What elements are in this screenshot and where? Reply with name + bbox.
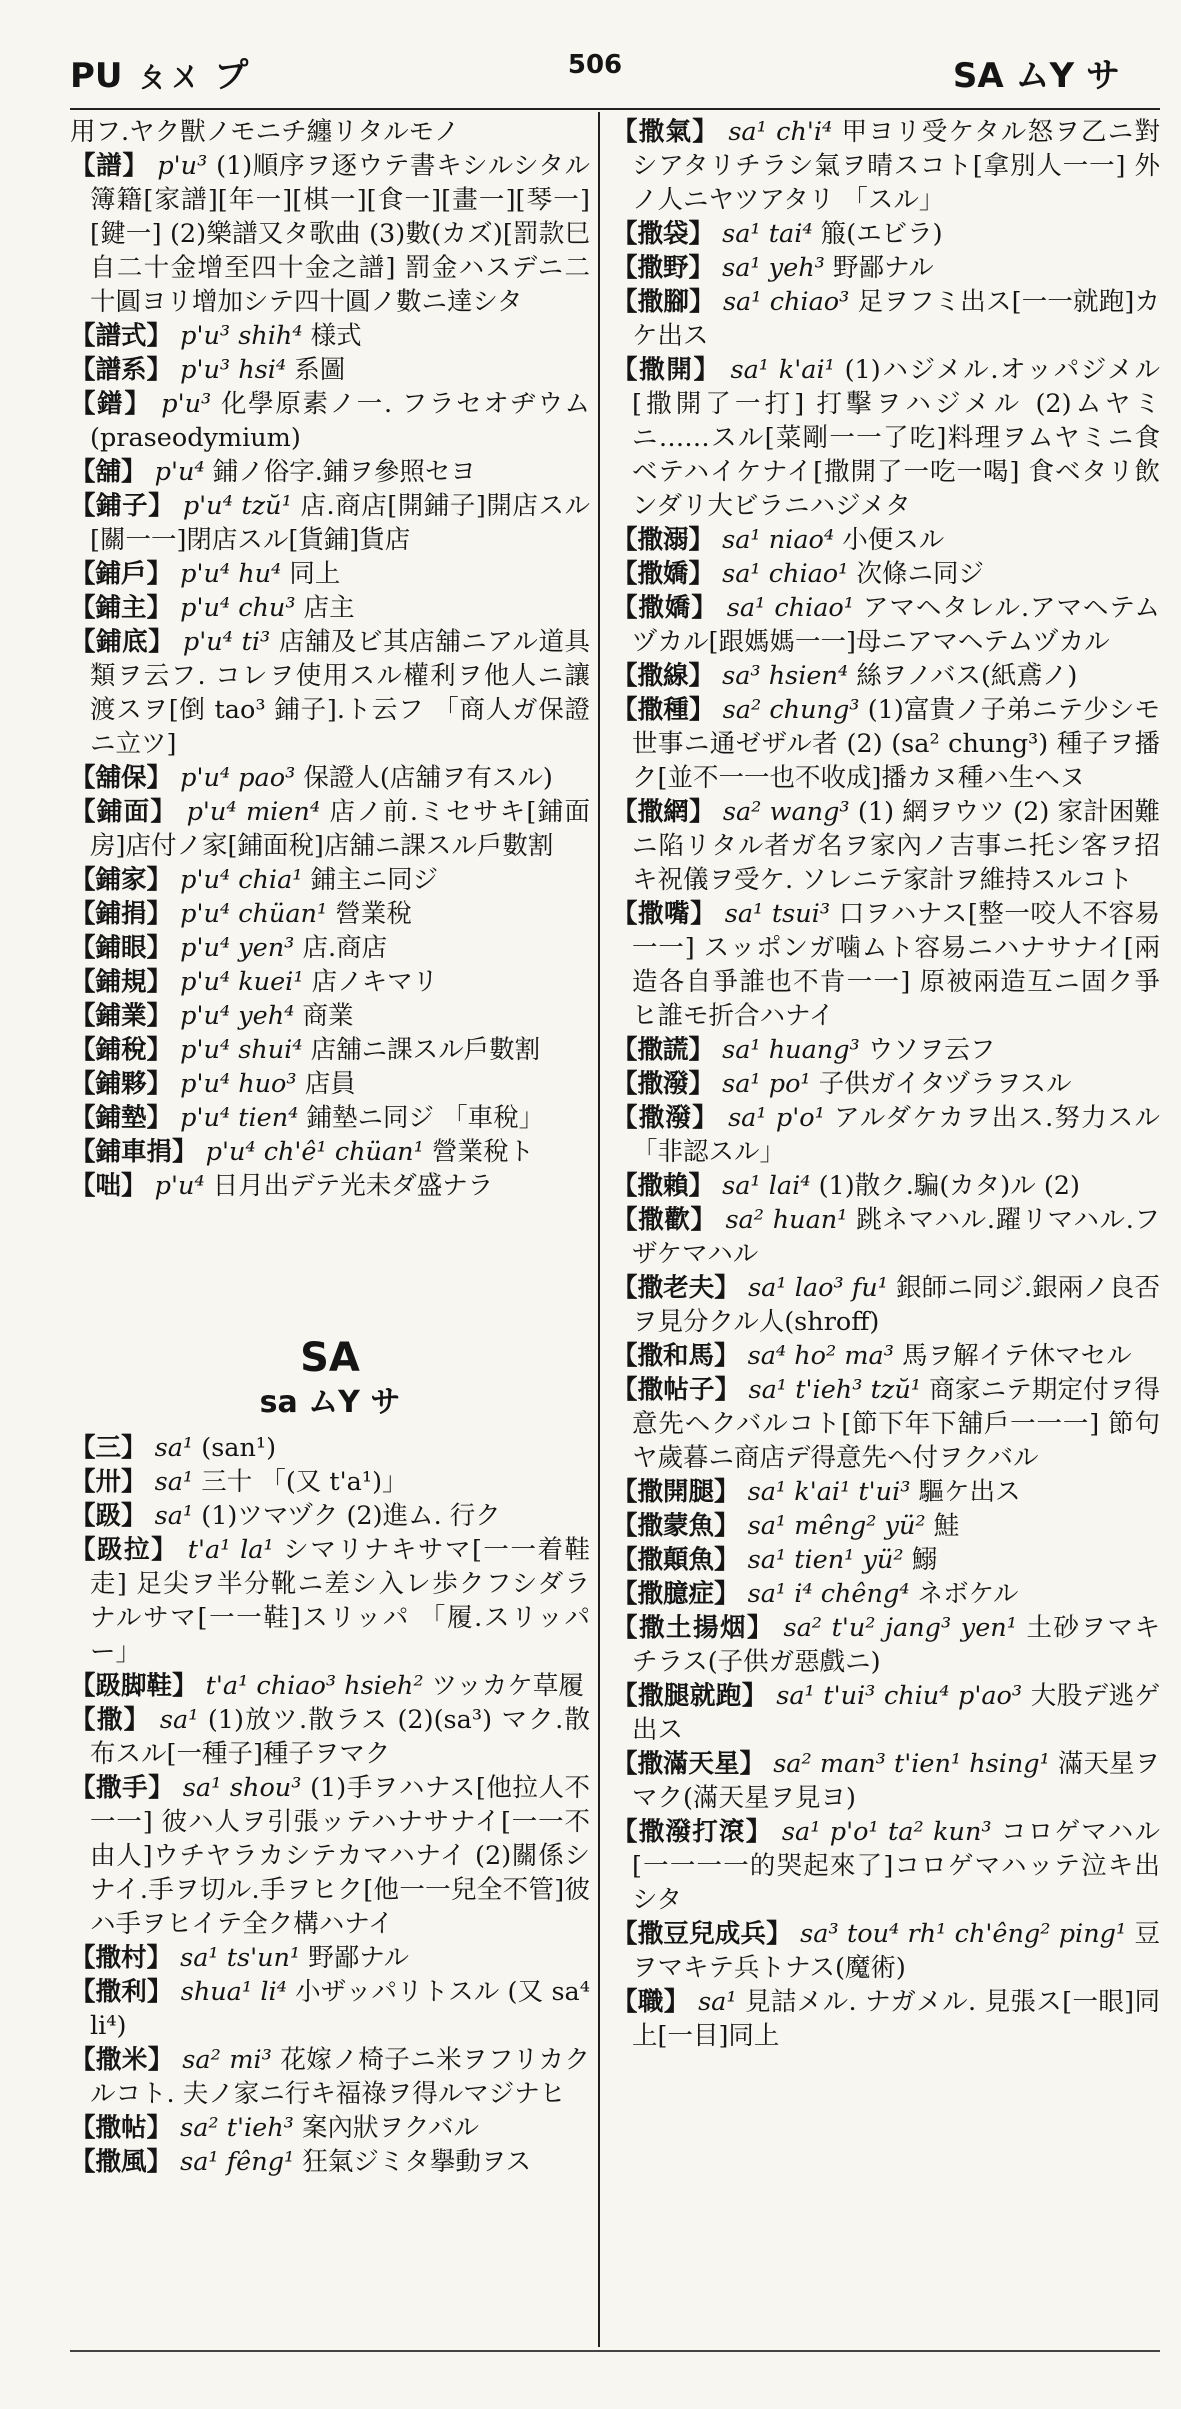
dictionary-entry (612, 1475, 1160, 1509)
entry-definition: (1)散ク.騙(カタ)ル (2) (818, 1171, 1080, 1201)
entry-romanization: p'u⁴ huo³ (180, 1069, 297, 1099)
entry-headword: 【撒氣】 (612, 117, 719, 147)
entry-headword: 【撒賴】 (612, 1171, 715, 1201)
dictionary-entry (612, 1815, 1160, 1917)
entry-romanization: sa¹ ts'un¹ (180, 1943, 301, 1973)
dictionary-entry (612, 1679, 1160, 1747)
dictionary-entry (70, 1771, 590, 1941)
right-column (612, 115, 1160, 2349)
entry-definition: 店.商店[開鋪子]開店スル[關一一]閉店スル[貨鋪]貨店 (90, 491, 590, 555)
entry-definition: コロゲマハル[一一一一的哭起來了]コロゲマハッテ泣キ出シタ (632, 1817, 1160, 1915)
entry-definition: 銀師ニ同ジ.銀兩ノ良否ヲ見分クル人(shroff) (632, 1273, 1160, 1337)
entry-definition: 口ヲハナス[整一咬人不容易一一] スッポンガ噛ムト容易ニハナサナイ[兩造各自爭誰也不肯一一] 原被兩造互ニ固ク爭ヒ誰モ折合ハナイ (632, 899, 1160, 1031)
entry-headword: 【撒蒙魚】 (612, 1511, 740, 1541)
entry-romanization: sa¹ (154, 1501, 194, 1531)
entry-romanization: sa¹ tsui³ (724, 899, 831, 929)
entry-definition: (1)ハジメル.オッパジメル[撒開了一打] 打擊ヲハジメル (2)ムヤミニ……スル[菜剛一一了吃]料理ヲムヤミニ食ベテハイケナイ[撒開了一吃一喝] 食ベタリ飲ンダリ大ビラニハジメタ (632, 355, 1160, 521)
entry-romanization: p'u³ hsi⁴ (180, 355, 287, 385)
entry-headword: 【鋪面】 (70, 797, 178, 827)
header-rule (70, 108, 1160, 110)
dictionary-entry (70, 115, 590, 149)
dictionary-entry (612, 1169, 1160, 1203)
entry-definition: 見詰メル. ナガメル. 見張ス[一眼]同上[一目]同上 (632, 1987, 1160, 2051)
entry-romanization: sa¹ tai⁴ (722, 219, 813, 249)
dictionary-entry (612, 693, 1160, 795)
dictionary-entry (612, 1033, 1160, 1067)
dictionary-entry (612, 353, 1160, 523)
entry-definition: 小ザッパリトスル (又 sa⁴ li⁴) (90, 1977, 590, 2041)
entry-headword: 【鋪子】 (70, 491, 175, 521)
dictionary-entry (70, 489, 590, 557)
entry-headword: 【撒手】 (70, 1773, 175, 1803)
dictionary-entry (70, 1033, 590, 1067)
entry-definition: 絲ヲノバス(紙鳶ノ) (856, 661, 1078, 691)
dictionary-entry (612, 659, 1160, 693)
entry-headword: 【撒開腿】 (612, 1477, 740, 1507)
dictionary-entry (70, 1499, 590, 1533)
entry-definition: 大股デ逃ゲ出ス (632, 1681, 1160, 1745)
entry-headword: 【撒滿天星】 (612, 1749, 766, 1779)
entry-headword: 【撒土揚烟】 (612, 1613, 774, 1643)
entry-headword: 【趿脚鞋】 (70, 1671, 198, 1701)
entry-romanization: p'u⁴ yeh⁴ (180, 1001, 295, 1031)
entry-definition: 鋪主ニ同ジ (310, 865, 439, 895)
entry-headword: 【撒嘴】 (612, 899, 717, 929)
entry-headword: 【撒嬌】 (612, 593, 718, 623)
entry-headword: 【撒臆症】 (612, 1579, 740, 1609)
left-entries-pu (70, 115, 590, 1203)
entry-definition: 狂氣ジミタ擧動ヲス (302, 2147, 532, 2177)
dictionary-entry (612, 1577, 1160, 1611)
entry-headword: 【撒腳】 (612, 287, 715, 317)
dictionary-entry (612, 1339, 1160, 1373)
entry-headword: 【撒開】 (612, 355, 721, 385)
entry-definition: 店主 (303, 593, 355, 623)
entry-definition: 小便スル (842, 525, 945, 555)
entry-headword: 【撒老夫】 (612, 1273, 740, 1303)
column-divider (598, 112, 600, 2347)
entry-romanization: p'u⁴ kuei¹ (180, 967, 304, 997)
dictionary-entry (70, 387, 590, 455)
entry-headword: 【撒潑】 (612, 1069, 715, 1099)
entry-definition: 馬ヲ解イテ休マセル (902, 1341, 1132, 1371)
dictionary-entry (70, 1533, 590, 1669)
entry-romanization: sa¹ k'ai¹ (730, 355, 835, 385)
entry-definition: 店舖及ビ其店舖ニアル道具類ヲ云フ. コレヲ使用スル權利ヲ他人ニ讓渡スヲ[倒 tao³ 鋪子].ト云フ 「商人ガ保證ニ立ツ] (90, 627, 590, 759)
entry-romanization: sa¹ po¹ (722, 1069, 811, 1099)
entry-headword: 【鋪稅】 (70, 1035, 173, 1065)
dictionary-entry (612, 1067, 1160, 1101)
entry-definition: ウソヲ云フ (867, 1035, 996, 1065)
entry-headword: 【撒歡】 (612, 1205, 717, 1235)
entry-definition: 様式 (310, 321, 362, 351)
entry-definition: 鰯 (911, 1545, 938, 1575)
dictionary-entry (70, 353, 590, 387)
dictionary-entry (70, 795, 590, 863)
entry-headword: 【卅】 (70, 1467, 147, 1497)
entry-headword: 【譜系】 (70, 355, 173, 385)
entry-romanization: sa¹ ch'i⁴ (728, 117, 833, 147)
entry-definition: (1)順序ヲ逐ウテ書キシルシタル簿籍[家譜][年一][棋一][食一][畫一][琴一][鍵一] (2)樂譜又タ歌曲 (3)數(カズ)[罰款巳自二十金增至四十金之譜] 罰金ハスデニ二十圓ヨリ增加シテ四十圓ノ數ニ達シタ (90, 151, 590, 317)
entry-headword: 【鋪車捐】 (70, 1137, 198, 1167)
entry-definition: ツッカケ草履 (431, 1671, 584, 1701)
entry-definition: (san¹) (201, 1433, 277, 1463)
entry-romanization: sa¹ (698, 1987, 737, 2017)
entry-headword: 【撒米】 (70, 2045, 174, 2075)
entry-romanization: shua¹ li⁴ (180, 1977, 287, 2007)
entry-definition: (1)富貴ノ子弟ニテ少シモ世事ニ通ゼザル者 (2) (sa² chung³) 種子ヲ播ク[並不一一也不收成]播カヌ種ハ生ヘヌ (632, 695, 1160, 793)
dictionary-entry (612, 1543, 1160, 1577)
dictionary-entry (612, 1917, 1160, 1985)
entry-romanization: sa¹ t'ieh³ tzŭ¹ (748, 1375, 922, 1405)
entry-romanization: p'u⁴ ch'ê¹ chüan¹ (205, 1137, 424, 1167)
entry-definition: 店舖ニ課スル戶數割 (310, 1035, 541, 1065)
dictionary-entry (612, 795, 1160, 897)
entry-headword: 【職】 (612, 1987, 690, 2017)
entry-headword: 【撒嬌】 (612, 559, 715, 589)
entry-romanization: sa¹ huang³ (722, 1035, 860, 1065)
dictionary-entry (70, 149, 590, 319)
entry-romanization: sa³ tou⁴ rh¹ ch'êng² ping¹ (800, 1919, 1127, 1949)
entry-definition: 系圖 (294, 355, 346, 385)
entry-romanization: p'u⁴ shui⁴ (180, 1035, 303, 1065)
entry-definition: 鮭 (933, 1511, 960, 1541)
entry-romanization: t'a¹ chiao³ hsieh² (205, 1671, 424, 1701)
entry-headword: 【撒豆兒成兵】 (612, 1919, 792, 1949)
section-subtitle: sa ムY サ (259, 1385, 401, 1420)
entry-romanization: sa¹ (159, 1705, 199, 1735)
entry-romanization: sa¹ chiao¹ (722, 559, 849, 589)
entry-headword: 【鋪家】 (70, 865, 173, 895)
entry-definition: 案內狀ヲクバル (302, 2113, 479, 2143)
dictionary-entry (612, 217, 1160, 251)
entry-headword: 【譜】 (70, 151, 149, 181)
entry-headword: 【撒袋】 (612, 219, 715, 249)
entry-definition: 甲ヨリ受ケタル怒ヲ乙ニ對シアタリチラシ氣ヲ晴スコト[拿別人一一] 外ノ人ニヤツアタリ 「スル」 (632, 117, 1160, 215)
entry-definition: 次條ニ同ジ (856, 559, 985, 589)
entry-romanization: sa² huan¹ (725, 1205, 848, 1235)
dictionary-entry (612, 1747, 1160, 1815)
entry-romanization: p'u⁴ (154, 1171, 205, 1201)
entry-romanization: p'u³ (161, 389, 212, 419)
entry-headword: 【撒顛魚】 (612, 1545, 740, 1575)
entry-definition: (1)放ツ.散ラス (2)(sa³) マク.散布スル[一種子]種子ヲマク (90, 1705, 590, 1769)
entry-definition: シマリナキサマ[一一着鞋走] 足尖ヲ半分靴ニ差シ入レ歩クフシダラナルサマ[一一鞋]スリッパ 「履.スリッパー」 (90, 1535, 590, 1667)
dictionary-entry (612, 251, 1160, 285)
entry-headword: 【撒和馬】 (612, 1341, 740, 1371)
entry-definition: 足ヲフミ出ス[一一就跑]カケ出ス (632, 287, 1160, 351)
header-right-guide: SA ムY サ (952, 56, 1120, 96)
entry-headword: 【撒】 (70, 1705, 151, 1735)
entry-definition: 日月出デテ光未ダ盛ナラ (212, 1171, 494, 1201)
entry-romanization: sa¹ mêng² yü² (747, 1511, 926, 1541)
entry-headword: 【咄】 (70, 1171, 147, 1201)
dictionary-entry (612, 1985, 1160, 2053)
entry-headword: 【撒線】 (612, 661, 715, 691)
entry-definition: 同上 (289, 559, 341, 589)
entry-romanization: p'u⁴ pao³ (180, 763, 296, 793)
entry-romanization: p'u³ shih⁴ (180, 321, 303, 351)
entry-definition: ネボケル (917, 1579, 1019, 1609)
entry-romanization: sa¹ lai⁴ (722, 1171, 811, 1201)
entry-headword: 【鋪眼】 (70, 933, 173, 963)
entry-headword: 【撒村】 (70, 1943, 173, 1973)
entry-headword: 【撒風】 (70, 2147, 173, 2177)
entry-definition: 豆ヲマキテ兵トナス(魔術) (632, 1919, 1160, 1983)
dictionary-entry (612, 1203, 1160, 1271)
entry-headword: 【撒野】 (612, 253, 715, 283)
entry-romanization: p'u⁴ tien⁴ (180, 1103, 299, 1133)
dictionary-entry (70, 2145, 590, 2179)
dictionary-entry (70, 1101, 590, 1135)
entry-definition: 店員 (304, 1069, 356, 1099)
entry-romanization: p'u⁴ chia¹ (180, 865, 303, 895)
dictionary-entry (70, 1975, 590, 2043)
entry-headword: 【撒利】 (70, 1977, 173, 2007)
entry-headword: 【鋪主】 (70, 593, 173, 623)
entry-definition: (1) 網ヲウツ (2) 家計困難ニ陷リタル者ガ名ヲ家內ノ吉事ニ托シ客ヲ招キ祝儀ヲ受ケ. ソレニテ家計ヲ維持スルコト (632, 797, 1160, 895)
entry-headword: 【撒謊】 (612, 1035, 715, 1065)
entry-romanization: sa¹ lao³ fu¹ (748, 1273, 888, 1303)
entry-headword: 【鋪夥】 (70, 1069, 173, 1099)
entry-romanization: sa² t'u² jang³ yen¹ (783, 1613, 1017, 1643)
dictionary-entry (70, 455, 590, 489)
entry-headword: 【舖保】 (70, 763, 173, 793)
entry-headword: 【撒網】 (612, 797, 715, 827)
dictionary-entry (612, 1101, 1160, 1169)
entry-definition: 保證人(店舖ヲ有スル) (303, 763, 553, 793)
header-left-guide: PU ㄆㄨ プ (70, 56, 249, 96)
entry-definition: 店ノ前.ミセサキ[鋪面房]店付ノ家[鋪面稅]店舖ニ課スル戶數割 (90, 797, 590, 861)
entry-definition: 鋪墊ニ同ジ 「車稅」 (306, 1103, 545, 1133)
entry-headword: 【舖】 (70, 457, 147, 487)
entry-definition: (1)手ヲハナス[他拉人不一一] 彼ハ人ヲ引張ッテハナサナイ[一一不由人]ウチヤラカシテカマハナイ (2)關係シナイ.手ヲ切ル.手ヲヒク[他一一兒全不管]彼ハ手ヲヒイテ全ク構ハナイ (90, 1773, 590, 1939)
entry-romanization: t'a¹ la¹ (187, 1535, 274, 1565)
dictionary-entry (70, 2111, 590, 2145)
dictionary-entry (70, 591, 590, 625)
entry-definition: アマヘタレル.アマヘテムヅカル[跟媽媽一一]母ニアマヘテムヅカル (632, 593, 1160, 657)
dictionary-entry (612, 285, 1160, 353)
entry-definition: 花嫁ノ椅子ニ米ヲフリカクルコト. 夫ノ家ニ行キ福祿ヲ得ルマジナヒ (90, 2045, 590, 2109)
entry-romanization: sa¹ t'ui³ chiu⁴ p'ao³ (776, 1681, 1023, 1711)
entry-romanization: sa¹ chiao¹ (726, 593, 854, 623)
dictionary-entry (70, 1431, 590, 1465)
dictionary-entry (612, 1611, 1160, 1679)
entry-romanization: sa² mi³ (182, 2045, 272, 2075)
entry-definition: 商家ニテ期定付ヲ得意先ヘクバルコト[節下年下舖戶一一一] 節句ヤ歲暮ニ商店デ得意先ヘ付ヲクバル (632, 1375, 1160, 1473)
entry-definition: 商業 (302, 1001, 354, 1031)
entry-romanization: sa⁴ ho² ma³ (747, 1341, 894, 1371)
entry-romanization: sa¹ niao⁴ (722, 525, 835, 555)
entry-romanization: sa¹ (154, 1433, 194, 1463)
entry-romanization: sa¹ p'o¹ (728, 1103, 825, 1133)
entry-headword: 【撒帖子】 (612, 1375, 741, 1405)
entry-definition: 滿天星ヲマク(滿天星ヲ見ヨ) (632, 1749, 1160, 1813)
dictionary-entry (70, 1067, 590, 1101)
entry-romanization: p'u⁴ hu⁴ (180, 559, 282, 589)
dictionary-entry (70, 999, 590, 1033)
section-gap (70, 1203, 590, 1323)
entry-headword: 【撒溺】 (612, 525, 715, 555)
entry-headword: 【撒腿就跑】 (612, 1681, 768, 1711)
dictionary-entry (612, 557, 1160, 591)
entry-definition: 店ノキマリ (311, 967, 439, 997)
entry-romanization: sa² wang³ (722, 797, 850, 827)
footer-rule (70, 2350, 1160, 2352)
entry-romanization: p'u⁴ mien⁴ (186, 797, 321, 827)
entry-headword: 【撒潑】 (612, 1103, 719, 1133)
entry-definition: 鋪ノ俗字.鋪ヲ參照セヨ (212, 457, 476, 487)
dictionary-entry (612, 1509, 1160, 1543)
left-entries-sa (70, 1431, 590, 2179)
dictionary-entry (70, 319, 590, 353)
entry-definition: 野鄙ナル (308, 1943, 409, 1973)
entry-romanization: sa¹ i⁴ chêng⁴ (747, 1579, 910, 1609)
entry-headword: 【鋪業】 (70, 1001, 173, 1031)
section-title: SA (300, 1335, 360, 1381)
dictionary-entry (70, 1703, 590, 1771)
entry-headword: 【鋪捐】 (70, 899, 173, 929)
entry-romanization: sa¹ chiao³ (722, 287, 850, 317)
entry-definition: 子供ガイタヅラヲスル (818, 1069, 1072, 1099)
dictionary-entry (612, 591, 1160, 659)
entry-definition: 土砂ヲマキチラス(子供ガ惡戲ニ) (632, 1613, 1160, 1677)
dictionary-entry (70, 1169, 590, 1203)
left-column (70, 115, 590, 2349)
dictionary-entry (70, 2043, 590, 2111)
page-number: 506 (567, 50, 623, 80)
entry-romanization: p'u⁴ yen³ (180, 933, 295, 963)
entry-romanization: sa³ hsien⁴ (722, 661, 849, 691)
entry-romanization: p'u⁴ tzŭ¹ (182, 491, 292, 521)
entry-romanization: p'u⁴ (154, 457, 205, 487)
entry-definition: 驅ケ出ス (918, 1477, 1021, 1507)
entry-definition: 營業稅ト (431, 1137, 534, 1167)
dictionary-entry (70, 1669, 590, 1703)
entry-definition: 野鄙ナル (833, 253, 934, 283)
dictionary-entry (612, 897, 1160, 1033)
entry-romanization: sa¹ fêng¹ (180, 2147, 295, 2177)
dictionary-entry (612, 1271, 1160, 1339)
dictionary-entry (70, 557, 590, 591)
entry-headword: 【鋪規】 (70, 967, 173, 997)
dictionary-entry (612, 523, 1160, 557)
dictionary-entry (612, 115, 1160, 217)
entry-romanization: p'u⁴ chu³ (180, 593, 296, 623)
entry-romanization: sa¹ shou³ (182, 1773, 302, 1803)
entry-definition: 箙(エビラ) (820, 219, 943, 249)
dictionary-entry (612, 1373, 1160, 1475)
entry-romanization: sa¹ yeh³ (722, 253, 825, 283)
entry-headword: 【鋪戶】 (70, 559, 173, 589)
entry-headword: 【鋪墊】 (70, 1103, 173, 1133)
entry-romanization: sa¹ p'o¹ ta² kun³ (781, 1817, 992, 1847)
entry-headword: 【三】 (70, 1433, 147, 1463)
entry-headword: 【撒潑打滾】 (612, 1817, 773, 1847)
entry-headword: 【撒帖】 (70, 2113, 173, 2143)
entry-romanization: p'u⁴ chüan¹ (180, 899, 328, 929)
entry-romanization: sa¹ tien¹ yü² (747, 1545, 904, 1575)
entry-romanization: sa² man³ t'ien¹ hsing¹ (773, 1749, 1050, 1779)
entry-definition: 用フ.ヤク獸ノモニチ纏リタルモノ (70, 117, 460, 147)
entry-headword: 【譜式】 (70, 321, 173, 351)
dictionary-entry (70, 863, 590, 897)
entry-romanization: sa¹ (154, 1467, 194, 1497)
page-header (70, 38, 1120, 98)
entry-definition: 三十 「(又 t'a¹)」 (201, 1467, 408, 1497)
entry-headword: 【趿】 (70, 1501, 147, 1531)
dictionary-entry (70, 761, 590, 795)
dictionary-entry (70, 1465, 590, 1499)
entry-definition: アルダケカヲ出ス.努力スル 「非認スル」 (632, 1103, 1160, 1167)
entry-romanization: p'u³ (157, 151, 208, 181)
dictionary-entry (70, 1941, 590, 1975)
entry-romanization: p'u⁴ ti³ (182, 627, 271, 657)
entry-definition: 店.商店 (302, 933, 388, 963)
dictionary-entry (70, 965, 590, 999)
entry-definition: (1)ツマヅク (2)進ム. 行ク (201, 1501, 501, 1531)
entry-headword: 【鐠】 (70, 389, 152, 419)
entry-romanization: sa¹ k'ai¹ t'ui³ (747, 1477, 911, 1507)
dictionary-entry (70, 931, 590, 965)
dictionary-entry (70, 897, 590, 931)
entry-romanization: sa² t'ieh³ (180, 2113, 294, 2143)
entry-headword: 【鋪底】 (70, 627, 175, 657)
entry-definition: 營業稅 (335, 899, 412, 929)
dictionary-entry (70, 1135, 590, 1169)
entry-definition: 化學原素ノ一. フラセオヂウム(praseodymium) (90, 389, 590, 453)
entry-headword: 【撒種】 (612, 695, 715, 725)
entry-headword: 【趿拉】 (70, 1535, 179, 1565)
entry-romanization: sa² chung³ (722, 695, 860, 725)
entry-definition: 跳ネマハル.躍リマハル.フザケマハル (632, 1205, 1160, 1269)
dictionary-entry (70, 625, 590, 761)
